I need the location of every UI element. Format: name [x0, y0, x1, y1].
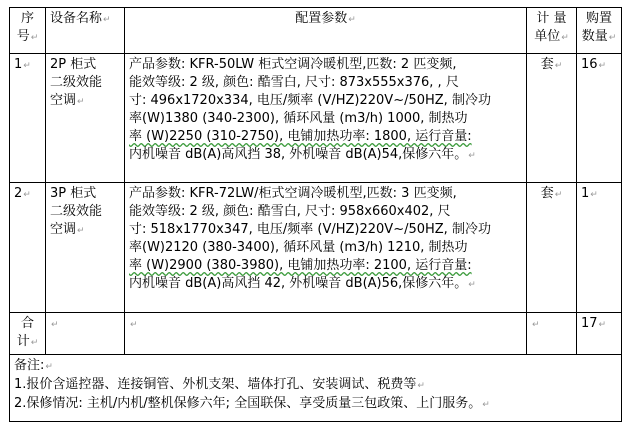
notes-line-2: 2.保修情况: 主机/内机/整机保修六年; 全国联保、享受质量三包政策、上门服务。: [14, 396, 482, 411]
row-qty: 1↵: [577, 183, 622, 313]
row-params: 产品参数: KFR-50LW 柜式空调冷暖机型,匹数: 2 匹变频, 能效等级: 2 级, 颜色: 酷雪白, 尺寸: 873x555x376, , 尺 寸: 496x1720x334, 电压/频率 (V/HZ)220V~/50HZ, 制冷功 率(W)1380 (340-2300), 循环风量 (m3/h) 1000, 制热功 率 (W)2250 (310-2750), 电铺加热功率: 1800, 运行音量: 内机噪音 dB(A)高风挡 38, 外机噪音 dB(A)54,保修六年。↵: [125, 54, 527, 183]
row-name: 3P 柜式 二级效能 空调↵: [46, 183, 125, 313]
row-name: 2P 柜式 二级效能 空调↵: [46, 54, 125, 183]
row-index: 2↵: [10, 183, 46, 313]
total-label: 合 计↵: [10, 313, 46, 355]
row-unit: 套↵: [527, 54, 577, 183]
table-header-row: [10, 8, 622, 54]
header-params: 配置参数↵: [125, 8, 527, 54]
row-unit: 套↵: [527, 183, 577, 313]
total-qty: 17↵: [577, 313, 622, 355]
notes-cell: 备注:↵ 1.报价含遥控器、连接铜管、外机支架、墙体打孔、安装调试、税费等↵ 2.保修情况: 主机/内机/整机保修六年; 全国联保、享受质量三包政策、上门服务。↵: [10, 355, 622, 422]
header-unit: 计 量 单位↵: [527, 8, 577, 54]
row-qty: 16↵: [577, 54, 622, 183]
total-params-empty: ↵: [125, 313, 527, 355]
table-row: [10, 54, 622, 183]
header-qty: 购置 数量↵: [577, 8, 622, 54]
equipment-spec-table: [9, 7, 622, 422]
header-name: 设备名称↵: [46, 8, 125, 54]
table-notes-row: [10, 355, 622, 422]
row-params: 产品参数: KFR-72LW/柜式空调冷暖机型,匹数: 3 匹变频, 能效等级: 2 级, 颜色: 酷雪白, 尺寸: 958x660x402, 尺 寸: 518x1770x347, 电压/频率 (V/HZ)220V~/50HZ, 制冷功 率(W)2120 (380-3400), 循环风量 (m3/h) 1210, 制热功 率 (W)2900 (380-3980), 电铺加热功率: 2100, 运行音量: 内机噪音 dB(A)高风挡 42, 外机噪音 dB(A)56,保修六年。↵: [125, 183, 527, 313]
notes-line-1: 1.报价含遥控器、连接铜管、外机支架、墙体打孔、安装调试、税费等: [14, 377, 417, 392]
table-row: [10, 183, 622, 313]
row-index: 1↵: [10, 54, 46, 183]
notes-title: 备注:: [14, 358, 45, 373]
header-index: 序 号↵: [10, 8, 46, 54]
total-unit-empty: ↵: [527, 313, 577, 355]
total-name-empty: ↵: [46, 313, 125, 355]
table-total-row: [10, 313, 622, 355]
